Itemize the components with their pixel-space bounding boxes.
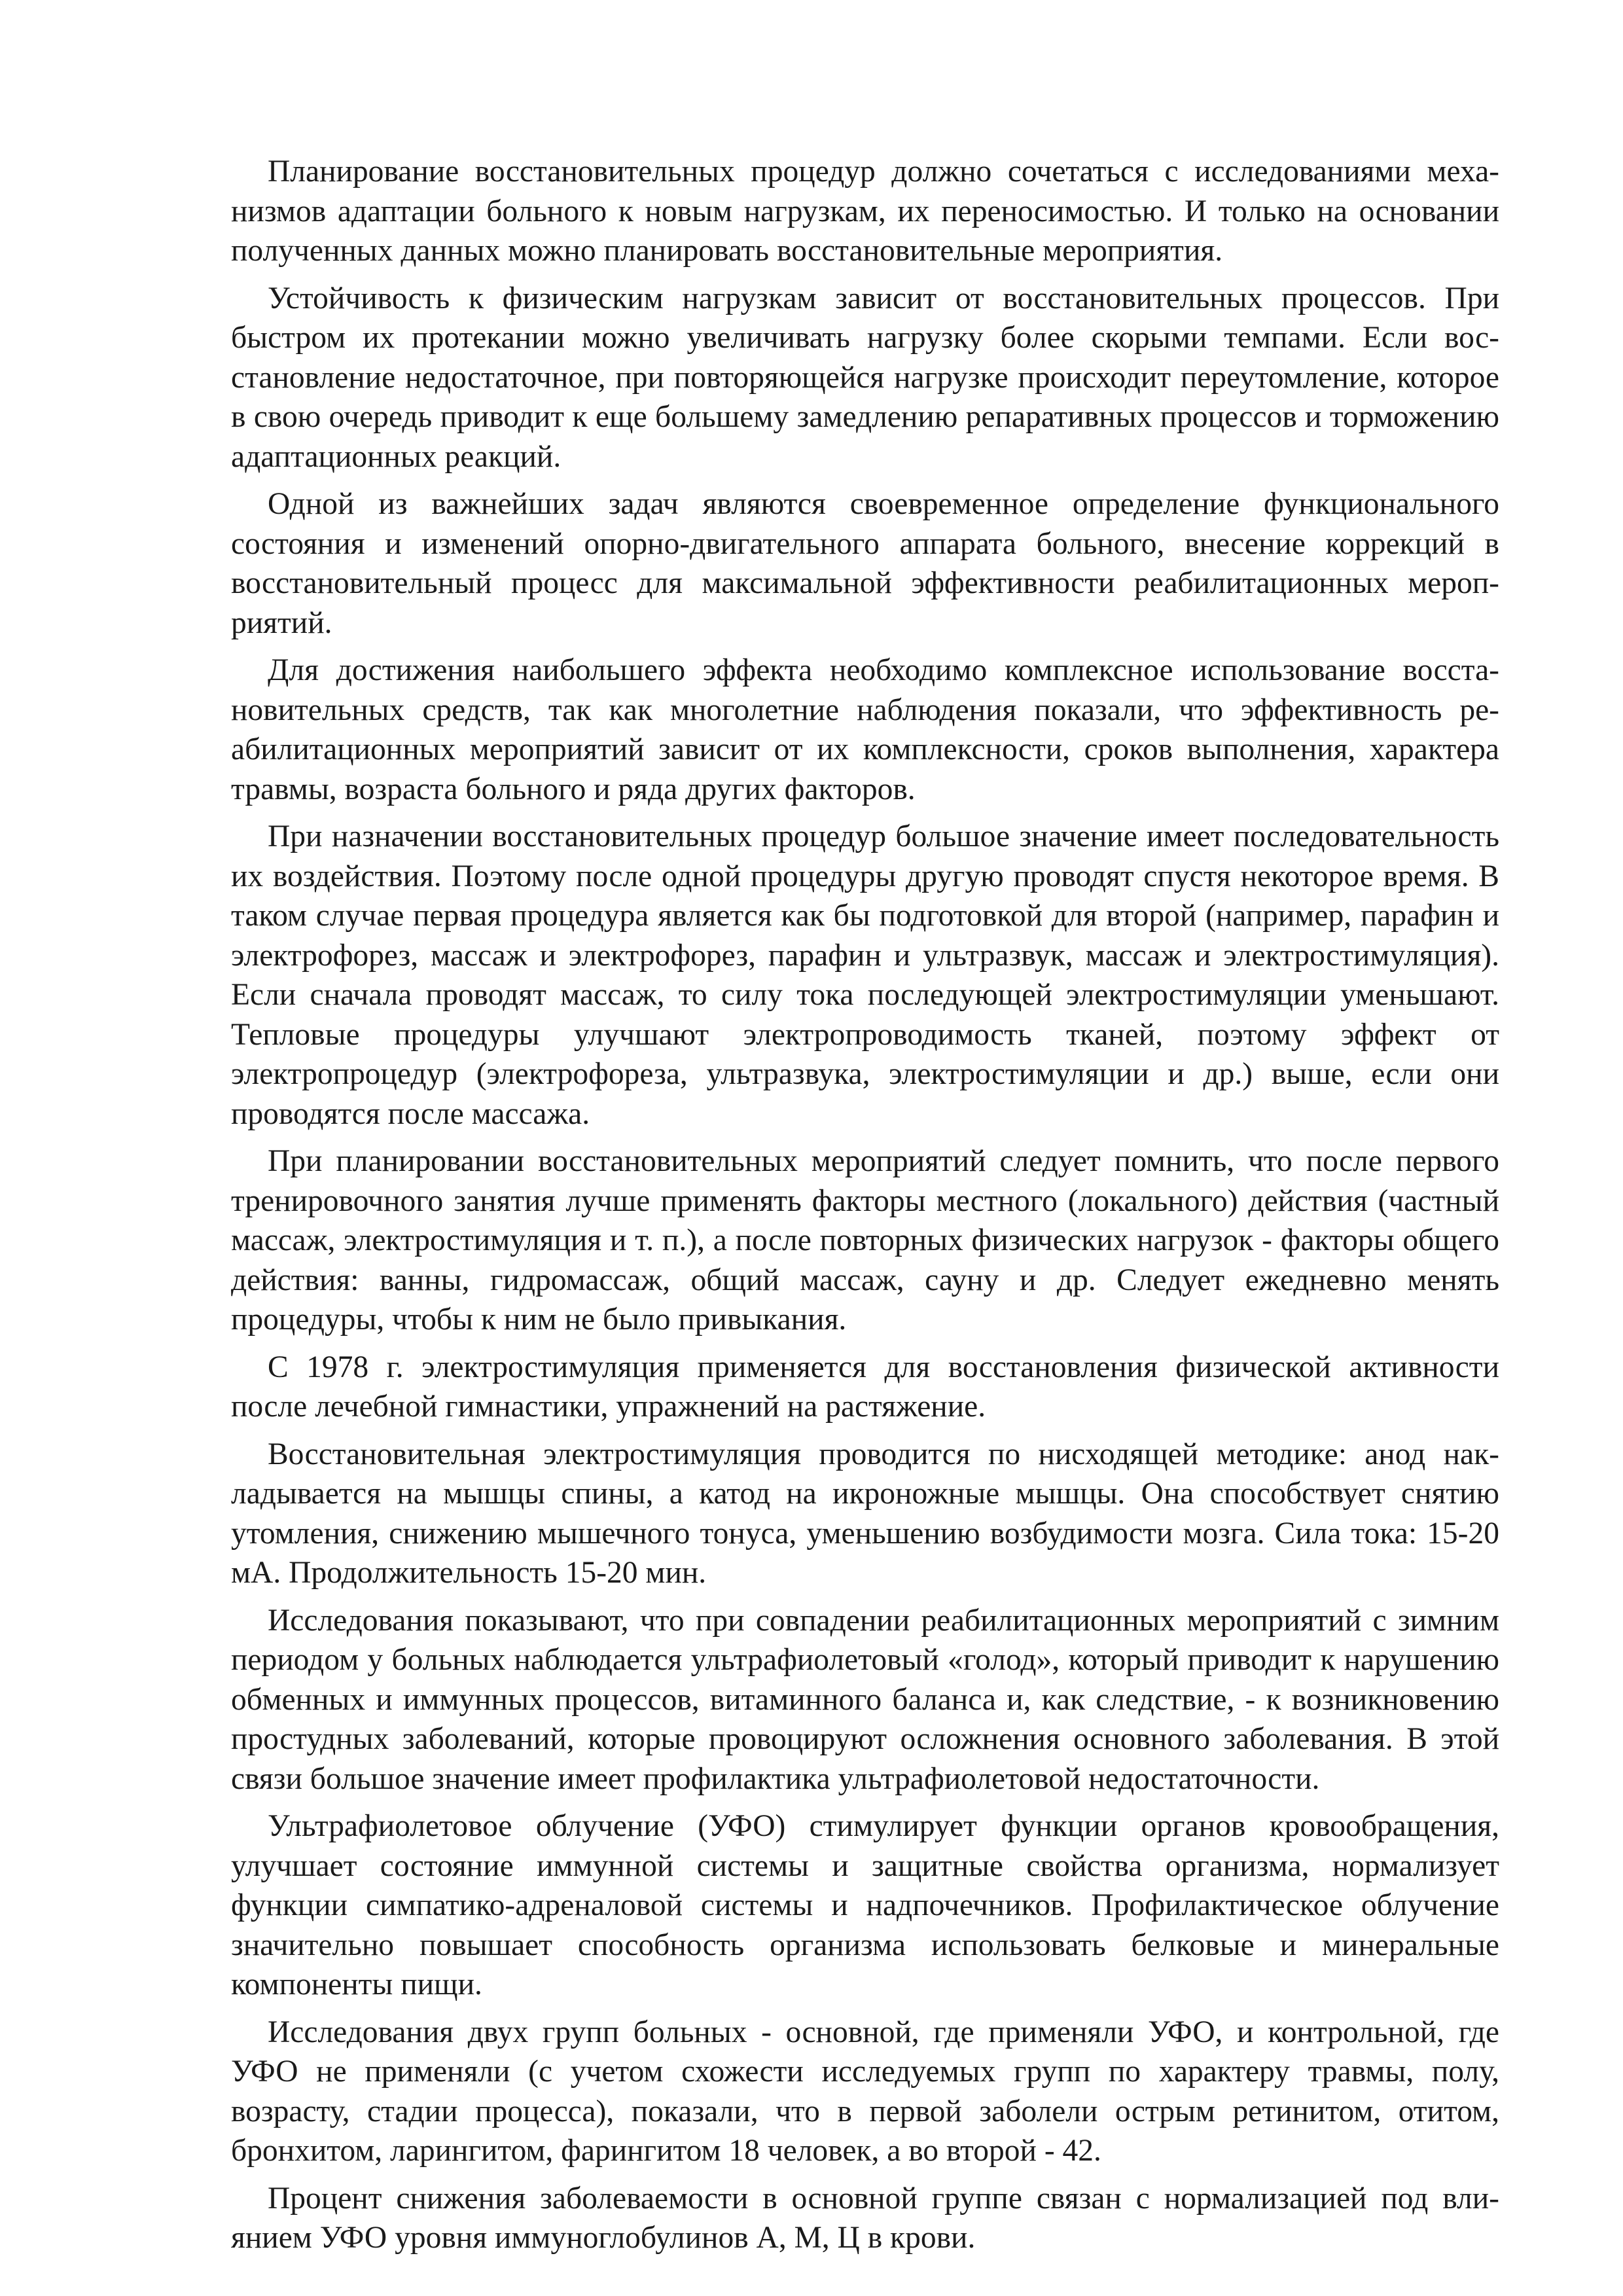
paragraph: Одной из важнейших задач являются своевременное определение функционального состояния и изменений опорно-двигательного аппарата больного, внесение коррекций в восстановительный процесс для максимальной эффективности реабилитационных мероприятий. bbox=[231, 487, 1499, 640]
paragraph: Исследования двух групп больных - основной, где применяли УФО, и контрольной, где УФО не применяли (с учетом схожести исследуемых групп по характеру травмы, полу, возрасту, стадии процесса), показали, что в первой заболели острым ретинитом, отитом, бронхитом, ларингитом, фарингитом 18 человек, а во второй - 42. bbox=[231, 2015, 1499, 2168]
paragraph: Ультрафиолетовое облучение (УФО) стимулирует функции органов кровообращения, улучшает состояние иммунной системы и защитные свойства организма, нормализует функции симпатико-адреналовой системы и надпочечников. Профилактическое облучение значительно повышает способность организма использовать белковые и минеральные компоненты пищи. bbox=[231, 1809, 1499, 2001]
paragraph: Планирование восстановительных процедур должно сочетаться с исследованиями механизмов адаптации больного к новым нагрузкам, их переносимостью. И только на основании полученных данных можно планировать восстановительные мероприятия. bbox=[231, 154, 1499, 268]
paragraph: Исследования показывают, что при совпадении реабилитационных мероприятий с зимним периодом у больных наблюдается ультрафиолетовый «голод», который приводит к нарушению обменных и иммунных процессов, витаминного баланса и, как следствие, - к возникновению простудных заболеваний, которые провоцируют осложнения основного заболевания. В этой связи большое значение имеет профилактика ультрафиолетовой недостаточности. bbox=[231, 1603, 1499, 1796]
paragraph: Устойчивость к физическим нагрузкам зависит от восстановительных процессов. При быстром их протекании можно увеличивать нагрузку более скорыми темпами. Если восстановление недостаточное, при повторяющейся нагрузке происходит переутомление, которое в свою очередь приводит к еще большему замедлению репаративных процессов и торможению адаптационных реакций. bbox=[231, 281, 1499, 474]
paragraph: Для достижения наибольшего эффекта необходимо комплексное использование восстановительных средств, так как многолетние наблюдения показали, что эффективность реабилитационных мероприятий зависит от их комплексности, сроков выполнения, характера травмы, возраста больного и ряда других факторов. bbox=[231, 653, 1499, 806]
paragraph: При назначении восстановительных процедур большое значение имеет последовательность их воздействия. Поэтому после одной процедуры другую проводят спустя некоторое время. В таком случае первая процедура является как бы подготовкой для второй (например, парафин и электрофорез, массаж и электрофорез, парафин и ультразвук, массаж и электростимуляция). Если сначала проводят массаж, то силу тока последующей электростимуляции уменьшают. Тепловые процедуры улучшают электропроводимость тканей, поэтому эффект от электропроцедур (электрофореза, ультразвука, электростимуляции и др.) выше, если они проводятся после массажа. bbox=[231, 819, 1499, 1131]
paragraph: С 1978 г. электростимуляция применяется для восстановления физической активности после лечебной гимнастики, упражнений на растяжение. bbox=[231, 1350, 1499, 1424]
paragraph: При планировании восстановительных мероприятий следует помнить, что после первого тренировочного занятия лучше применять факторы местного (локального) действия (частный массаж, электростимуляция и т. п.), а после повторных физических нагрузок - факторы общего действия: ванны, гидромассаж, общий массаж, сауну и др. Следует ежедневно менять процедуры, чтобы к ним не было привыкания. bbox=[231, 1144, 1499, 1336]
paragraph: Процент снижения заболеваемости в основной группе связан с нормализацией под влиянием УФО уровня иммуноглобулинов А, М, Ц в крови. bbox=[231, 2181, 1499, 2255]
paragraph: Восстановительная электростимуляция проводится по нисходящей методике: анод накладывается на мышцы спины, а катод на икроножные мышцы. Она способствует снятию утомления, снижению мышечного тонуса, уменьшению возбудимости мозга. Сила тока: 15-20 мА. Продолжительность 15-20 мин. bbox=[231, 1437, 1499, 1590]
document-body bbox=[231, 152, 1499, 2266]
